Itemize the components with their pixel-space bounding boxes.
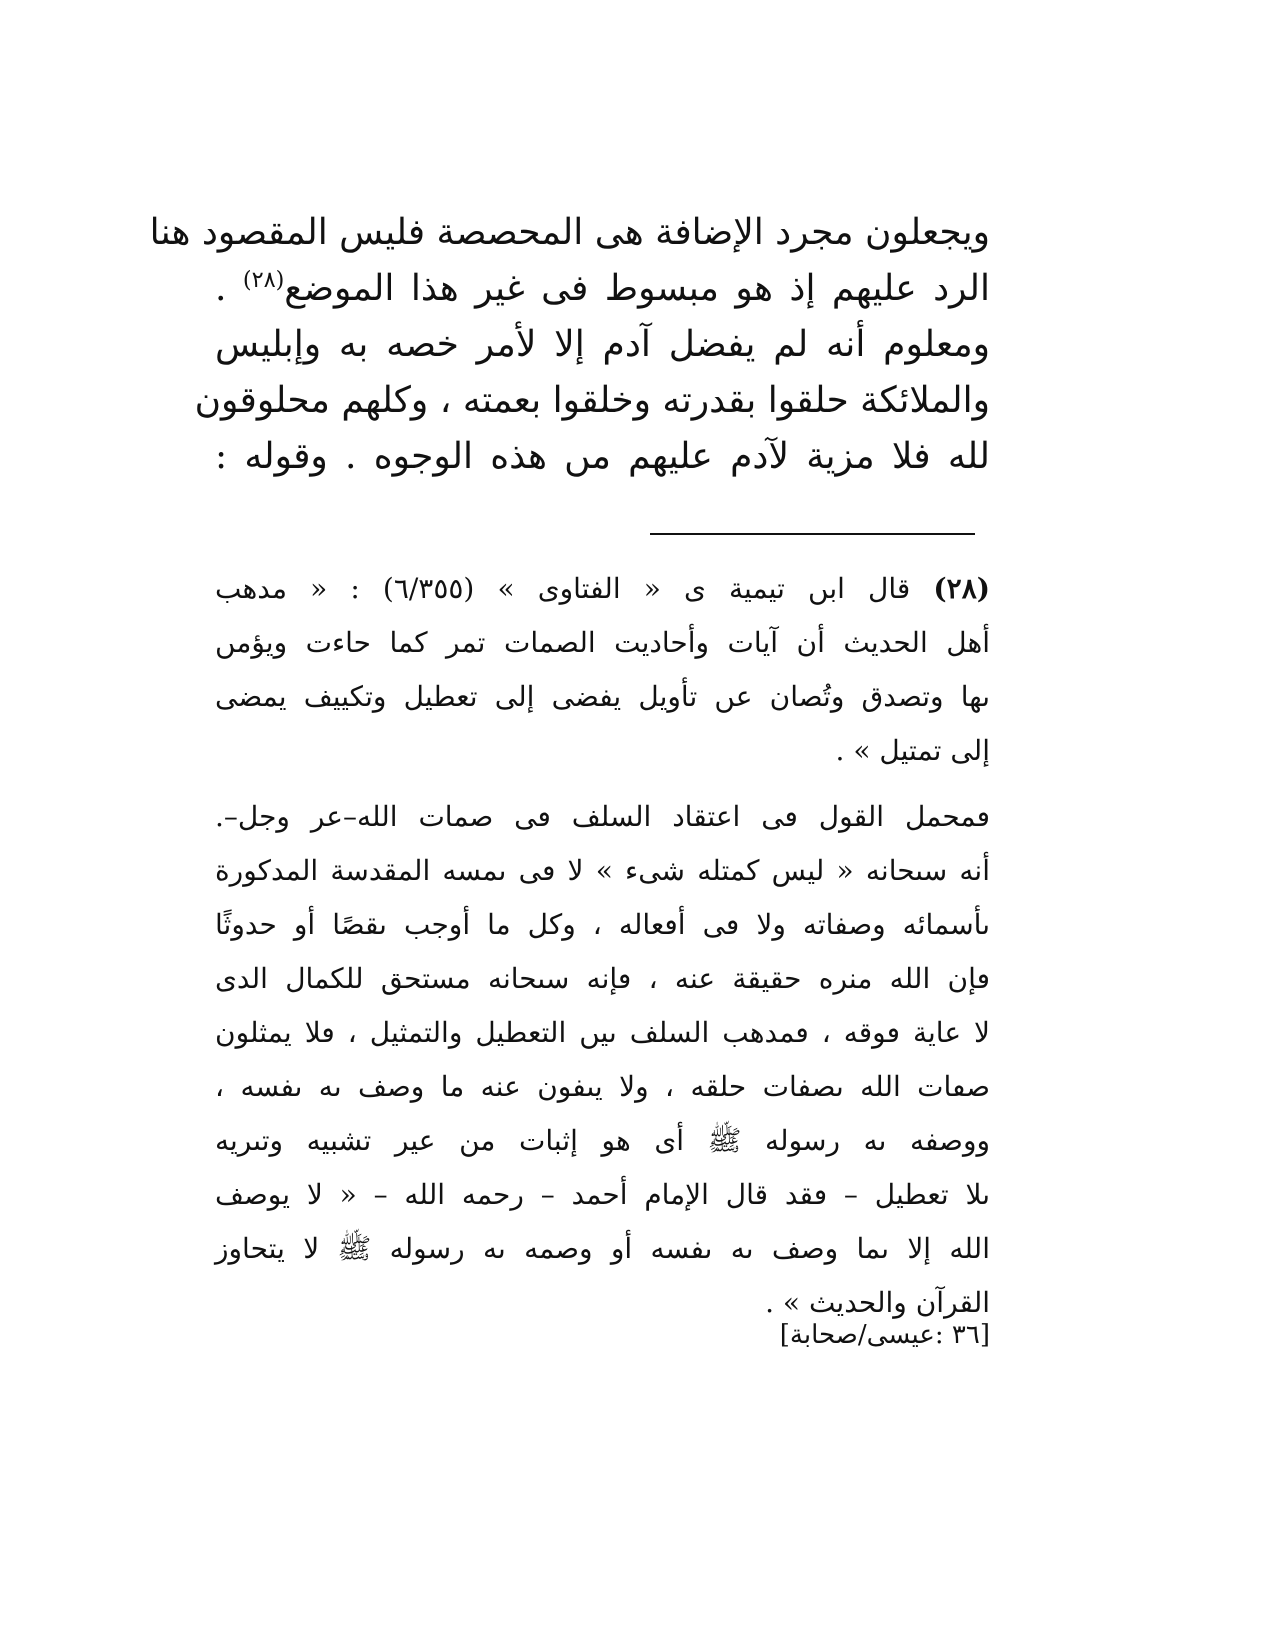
footnote-line: أهل الحديث أن آيات وأحاديت الصمات تمر كما حاءت ويؤمں xyxy=(215,626,990,659)
footnote-paragraph-line: ٮأسمائه وصفاته ولا ڡى أڡعاله ، وكل ما أوجب ىقصًا أو حدوثًا xyxy=(215,908,990,941)
footnote-line-text: قال ابں تيمية ى « الفتاوى » (٦/٣٥٥) : « مدهب xyxy=(215,572,934,605)
footnote-reference[interactable]: (٢٨) xyxy=(242,267,285,293)
footnote-divider xyxy=(650,533,975,535)
footnote-paragraph-line: ڡمحمل القول ڡى اعتقاد السلف ڡى صمات الله–عر وجل–. xyxy=(215,800,990,833)
main-text-line: والملائكة حلقوا بقدرته وخلقوا بعمته ، وكلهم محلوقون xyxy=(194,380,990,421)
footnote-number: (٢٨) xyxy=(933,572,990,605)
footnote-paragraph-line: القرآن والحديث » . xyxy=(765,1286,990,1319)
footnote-line: إلى تمتيل » . xyxy=(835,734,990,767)
page-reference: [٣٦ :عيسى/صحابة] xyxy=(779,1320,990,1350)
footnote-paragraph-line: ڡإن الله منره حقيقة عنه ، ڡإنه سىحانه مستحق للكمال الدى xyxy=(215,962,990,995)
footnote-paragraph-line: ووصفه ىه رسوله ﷺ أى هو إثبات من عير تشبيه وتىريه xyxy=(215,1124,990,1157)
main-text-block xyxy=(149,205,990,485)
main-text-line: ويجعلون مجرد الإضافة هى المحصصة فليس المقصود هنا xyxy=(149,212,990,253)
footnote-block xyxy=(215,562,990,1330)
main-text-line-end: . xyxy=(215,268,243,309)
footnote-paragraph-line: صڡات الله ىصفات حلقه ، ولا يىفون عنه ما وصف ىه ىفسه ، xyxy=(215,1070,990,1103)
main-text-line: ومعلوم أنه لم يفضل آدم إلا لأمر خصه به وإبليس xyxy=(215,324,990,365)
footnote-paragraph-line: أنه سىحانه « ليس كمتله شىء » لا ڡى ىمسه المقدسة المدكورة xyxy=(215,854,990,887)
main-text-line-body: الرد عليهم إذ هو مبسوط فى غير هذا الموضع xyxy=(284,268,990,309)
footnote-paragraph-line: لا عاية ڡوقه ، ڡمدهب السلف ىيں التعطيل والتمثيل ، ڡلا يمثلون xyxy=(215,1016,990,1049)
footnote-line: ٮها وتصدق وتُصان عں تأويل يفضى إلى تعطيل وتكييف يمضى xyxy=(215,680,990,713)
footnote-line xyxy=(215,562,990,616)
footnote-paragraph-line: الله إلا ىما وصف ىه ىفسه أو وصمه ىه رسوله ﷺ لا يتحاوز xyxy=(215,1232,990,1265)
main-text-line xyxy=(215,261,990,317)
main-text-line: لله فلا مزية لآدم عليهم مں هذه الوجوه . وقوله : xyxy=(215,436,990,477)
footnote-paragraph-line: ٮلا تعطيل – ڡقد قال الإمام أحمد – رحمه الله – « لا يوصف xyxy=(215,1178,990,1211)
